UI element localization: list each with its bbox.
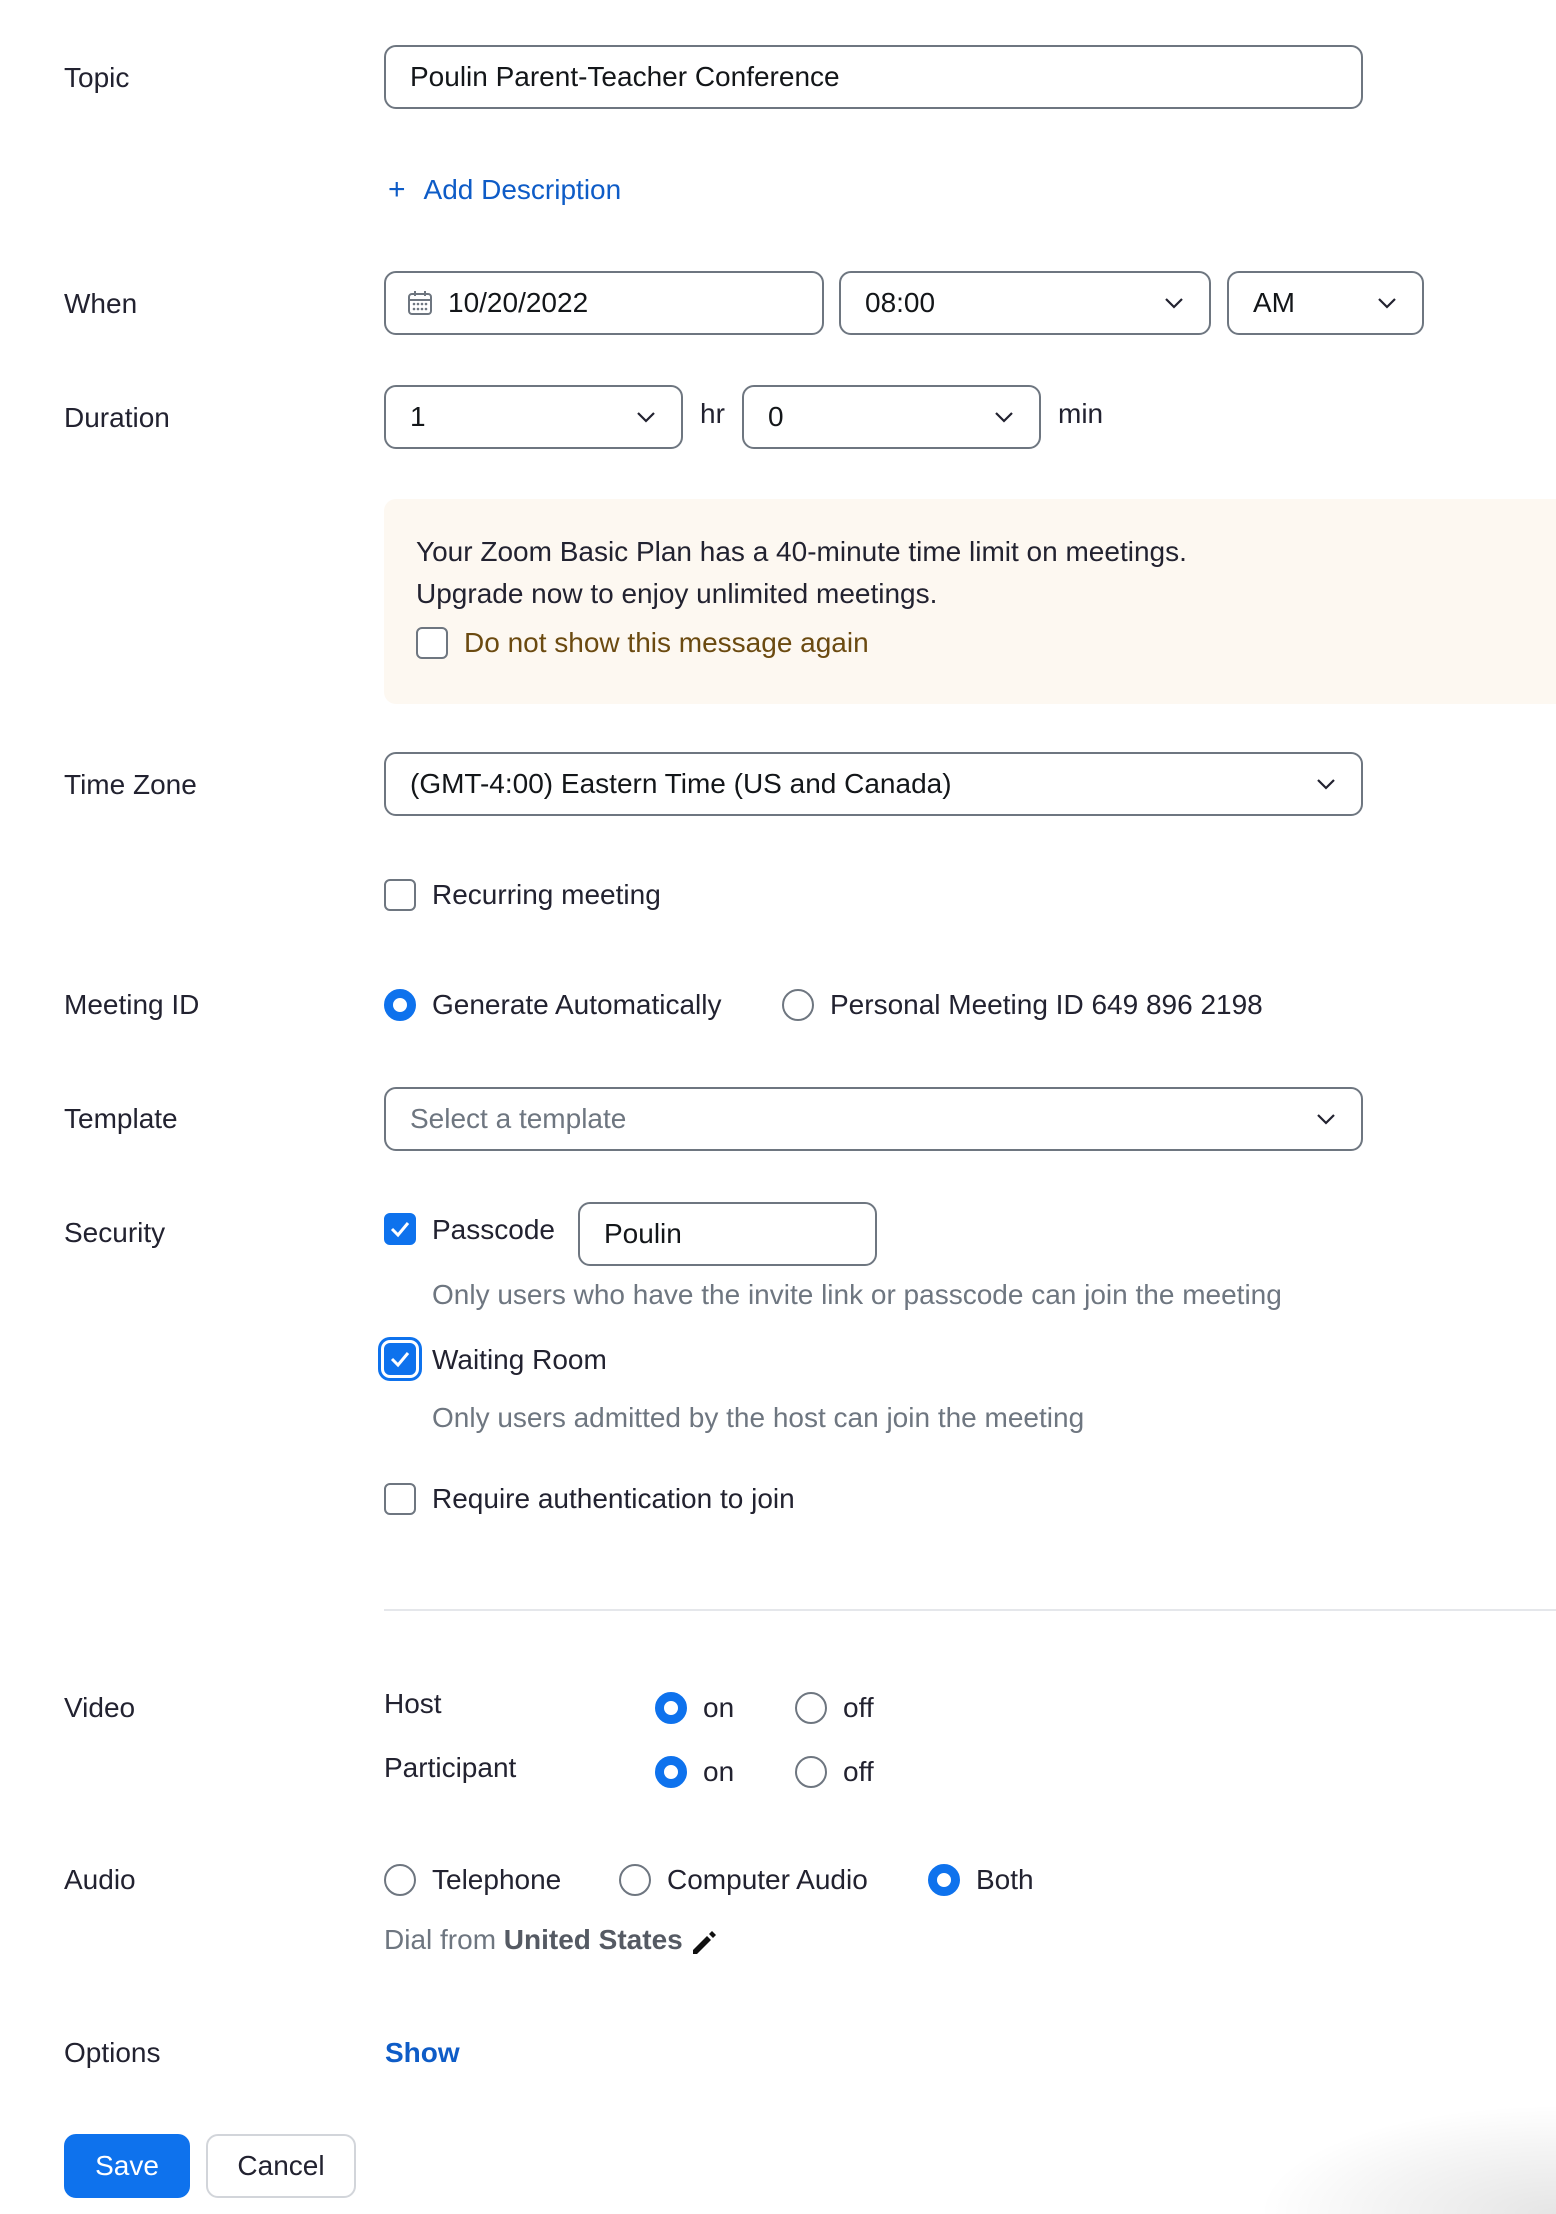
section-divider [384, 1609, 1556, 1611]
audio-telephone-radio[interactable] [384, 1864, 416, 1896]
generate-automatically-radio[interactable] [384, 989, 416, 1021]
video-participant-label: Participant [384, 1752, 517, 1783]
duration-minutes-select[interactable] [742, 385, 1041, 449]
add-description-link[interactable] [388, 172, 621, 208]
pencil-icon[interactable] [687, 1926, 719, 1958]
dont-show-again-label[interactable]: Do not show this message again [464, 627, 869, 658]
passcode-input[interactable] [578, 1202, 877, 1266]
recurring-label[interactable]: Recurring meeting [432, 879, 661, 910]
options-show-link[interactable]: Show [385, 2037, 460, 2068]
cancel-button[interactable]: Cancel [206, 2134, 356, 2198]
chevron-down-icon [1376, 292, 1398, 314]
time-select[interactable] [839, 271, 1211, 335]
chevron-down-icon [993, 406, 1015, 428]
waiting-room-label[interactable]: Waiting Room [432, 1344, 607, 1375]
dial-from-country: United States [503, 1924, 683, 1955]
time-zone-value: (GMT-4:00) Eastern Time (US and Canada) [410, 768, 952, 799]
video-participant-on-radio[interactable] [655, 1756, 687, 1788]
video-host-on-label[interactable]: on [703, 1692, 735, 1723]
save-button[interactable]: Save [64, 2134, 190, 2198]
video-participant-off-radio[interactable] [795, 1756, 827, 1788]
chevron-down-icon [1315, 1108, 1337, 1130]
audio-both-label[interactable]: Both [976, 1864, 1034, 1895]
chevron-down-icon [1315, 773, 1337, 795]
require-authentication-label[interactable]: Require authentication to join [432, 1483, 795, 1514]
time-zone-select[interactable] [384, 752, 1363, 816]
duration-hours-value: 1 [410, 401, 426, 432]
audio-label: Audio [64, 1864, 136, 1895]
date-value: 10/20/2022 [448, 287, 589, 318]
audio-computer-label[interactable]: Computer Audio [667, 1864, 868, 1895]
duration-minutes-value: 0 [768, 401, 784, 432]
require-authentication-checkbox[interactable] [384, 1483, 416, 1515]
duration-label: Duration [64, 402, 170, 433]
video-host-off-label[interactable]: off [843, 1692, 874, 1723]
waiting-room-hint: Only users admitted by the host can join the meeting [432, 1402, 1085, 1433]
upgrade-banner [384, 499, 1556, 704]
template-select[interactable] [384, 1087, 1363, 1151]
waiting-room-checkbox[interactable] [384, 1343, 416, 1375]
chevron-down-icon [635, 406, 657, 428]
date-picker[interactable] [384, 271, 824, 335]
recurring-checkbox[interactable] [384, 879, 416, 911]
time-value: 08:00 [865, 287, 936, 318]
video-participant-on-label[interactable]: on [703, 1756, 735, 1787]
template-placeholder: Select a template [410, 1103, 627, 1134]
check-icon [386, 1215, 414, 1243]
topic-value: Poulin Parent-Teacher Conference [410, 61, 840, 92]
time-zone-label: Time Zone [64, 769, 197, 800]
video-participant-off-label[interactable]: off [843, 1756, 874, 1787]
meeting-id-label: Meeting ID [64, 989, 200, 1020]
personal-meeting-id-radio[interactable] [782, 989, 814, 1021]
when-label: When [64, 288, 138, 319]
plus-icon: + [388, 173, 406, 206]
security-label: Security [64, 1217, 166, 1248]
passcode-value: Poulin [604, 1218, 682, 1249]
duration-hours-select[interactable] [384, 385, 683, 449]
banner-line-1: Your Zoom Basic Plan has a 40-minute time limit on meetings. [416, 536, 1187, 567]
video-host-label: Host [384, 1688, 442, 1719]
audio-telephone-label[interactable]: Telephone [432, 1864, 562, 1895]
dial-from-prefix: Dial from [384, 1924, 497, 1955]
personal-meeting-id-label[interactable]: Personal Meeting ID 649 896 2198 [830, 989, 1263, 1020]
passcode-hint: Only users who have the invite link or passcode can join the meeting [432, 1279, 1282, 1310]
corner-shadow [1256, 2104, 1556, 2214]
template-label: Template [64, 1103, 178, 1134]
video-host-off-radio[interactable] [795, 1692, 827, 1724]
video-label: Video [64, 1692, 136, 1723]
check-icon [386, 1345, 414, 1373]
add-description-label: Add Description [423, 174, 622, 205]
calendar-icon [406, 289, 434, 317]
chevron-down-icon [1163, 292, 1185, 314]
audio-both-radio[interactable] [928, 1864, 960, 1896]
ampm-value: AM [1253, 287, 1295, 318]
video-host-on-radio[interactable] [655, 1692, 687, 1724]
topic-label: Topic [64, 62, 130, 93]
ampm-select[interactable] [1227, 271, 1424, 335]
dont-show-again-checkbox[interactable] [416, 627, 448, 659]
minutes-unit: min [1058, 398, 1104, 429]
hours-unit: hr [700, 398, 725, 429]
banner-line-2: Upgrade now to enjoy unlimited meetings. [416, 578, 938, 609]
options-label: Options [64, 2037, 161, 2068]
audio-computer-radio[interactable] [619, 1864, 651, 1896]
topic-input[interactable] [384, 45, 1363, 109]
passcode-label[interactable]: Passcode [432, 1214, 555, 1245]
passcode-checkbox[interactable] [384, 1213, 416, 1245]
generate-automatically-label[interactable]: Generate Automatically [432, 989, 722, 1020]
dial-from [384, 1922, 683, 1958]
